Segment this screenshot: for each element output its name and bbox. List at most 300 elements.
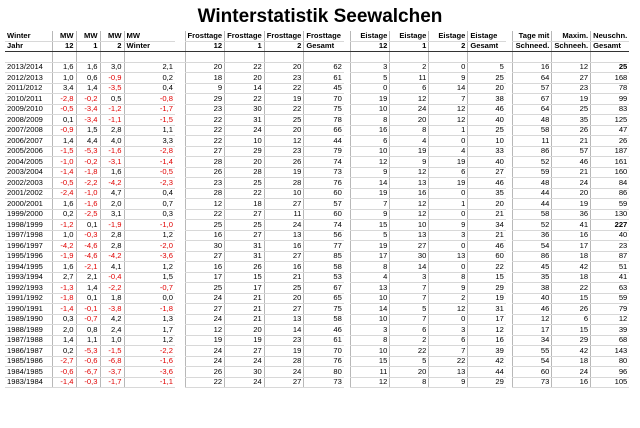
data-cell: 58 [304, 314, 344, 325]
data-cell: 35 [468, 188, 506, 199]
data-cell: 42 [552, 346, 591, 357]
data-cell: -1,7 [100, 377, 124, 388]
data-cell: 33 [468, 146, 506, 157]
data-cell: -1,2 [100, 104, 124, 115]
spacer-cell [175, 251, 185, 262]
header-cell: Tage mit [513, 31, 552, 41]
spacer-cell [175, 325, 185, 336]
data-cell: 1 [429, 125, 468, 136]
data-cell: 227 [591, 220, 630, 231]
data-cell: -0,5 [52, 104, 76, 115]
header-cell: Frosttage [264, 31, 304, 41]
data-cell: 19 [552, 94, 591, 105]
spacer-cell [344, 115, 351, 126]
table-row [5, 272, 629, 283]
data-cell: 0 [351, 83, 390, 94]
data-cell: 2 [390, 335, 429, 346]
data-cell: -0,2 [76, 94, 100, 105]
data-cell: 16 [552, 377, 591, 388]
data-cell: 1,0 [100, 335, 124, 346]
data-cell: 26 [264, 157, 304, 168]
data-cell: 75 [304, 104, 344, 115]
data-cell: 4,0 [100, 136, 124, 147]
data-cell: 1,2 [124, 335, 175, 346]
data-cell: 0,4 [124, 188, 175, 199]
data-cell: 4 [429, 146, 468, 157]
spacer-cell [175, 346, 185, 357]
data-cell: 19 [264, 94, 304, 105]
data-cell: 14 [264, 325, 304, 336]
data-cell: 29 [468, 283, 506, 294]
data-cell: 59 [591, 199, 630, 210]
data-cell: 74 [304, 157, 344, 168]
header-cell: 12 [185, 41, 225, 52]
spacer-cell [344, 293, 351, 304]
data-cell: 46 [468, 104, 506, 115]
data-cell: -0,3 [76, 377, 100, 388]
spacer-cell [344, 251, 351, 262]
data-cell: 30 [390, 251, 429, 262]
data-cell: 130 [591, 209, 630, 220]
data-cell: 63 [591, 283, 630, 294]
winter-year-cell: 1998/1999 [5, 220, 52, 231]
spacer-cell [344, 136, 351, 147]
spacer-cell [344, 157, 351, 168]
data-cell: 16 [390, 188, 429, 199]
header-cell: 12 [351, 41, 390, 52]
data-cell: 53 [304, 272, 344, 283]
data-cell: 16 [513, 62, 552, 73]
data-cell: 12 [429, 115, 468, 126]
data-cell: 9 [429, 283, 468, 294]
spacer-cell [175, 104, 185, 115]
data-cell: 18 [185, 73, 225, 84]
data-cell: 48 [513, 178, 552, 189]
data-cell: 27 [225, 209, 265, 220]
winter-year-cell: 1995/1996 [5, 251, 52, 262]
data-cell: 13 [429, 367, 468, 378]
data-cell: 25 [468, 73, 506, 84]
header-cell: Gesamt [304, 41, 344, 52]
data-cell [225, 52, 265, 63]
data-cell: -4,6 [76, 251, 100, 262]
page-title: Winterstatistik Seewalchen [197, 6, 443, 27]
winter-year-cell: 1991/1992 [5, 293, 52, 304]
data-cell: -5,3 [76, 146, 100, 157]
data-cell: 27 [225, 230, 265, 241]
data-cell: -5,3 [76, 346, 100, 357]
data-cell: 0 [429, 209, 468, 220]
data-cell: 30 [185, 241, 225, 252]
table-row [5, 325, 629, 336]
data-cell: 22 [185, 377, 225, 388]
spacer-cell [175, 115, 185, 126]
data-cell: 8 [429, 272, 468, 283]
data-cell: 20 [185, 62, 225, 73]
data-cell: 44 [513, 188, 552, 199]
data-cell: 1,4 [76, 283, 100, 294]
spacer-cell [506, 356, 513, 367]
spacer-cell [344, 188, 351, 199]
data-cell: 15 [552, 293, 591, 304]
data-cell: 1 [429, 199, 468, 210]
data-cell: -0,9 [100, 73, 124, 84]
data-cell [185, 52, 225, 63]
data-cell: 56 [304, 230, 344, 241]
winter-year-cell: 1994/1995 [5, 262, 52, 273]
data-cell: 2,8 [100, 230, 124, 241]
data-cell: 2 [429, 293, 468, 304]
spacer-cell [506, 230, 513, 241]
table-row [5, 115, 629, 126]
header-cell: Gesamt [591, 41, 630, 52]
data-cell: 19 [351, 241, 390, 252]
data-cell: 26 [552, 304, 591, 315]
data-cell: 7 [351, 199, 390, 210]
data-cell [429, 52, 468, 63]
header-cell: Winter [124, 41, 175, 52]
data-cell: 26 [552, 125, 591, 136]
data-cell [124, 52, 175, 63]
data-cell: 8 [351, 335, 390, 346]
table-row [5, 62, 629, 73]
data-cell: -1,7 [124, 104, 175, 115]
data-cell: 7 [429, 94, 468, 105]
data-cell: 83 [591, 104, 630, 115]
data-cell: 24 [552, 367, 591, 378]
winter-year-cell: 1989/1990 [5, 314, 52, 325]
winter-year-cell: 2012/2013 [5, 73, 52, 84]
spacer-cell [175, 199, 185, 210]
winter-year-cell: 2005/2006 [5, 146, 52, 157]
spacer-cell [506, 251, 513, 262]
data-cell: 39 [468, 346, 506, 357]
data-cell: 5 [468, 62, 506, 73]
data-cell: 24 [264, 220, 304, 231]
data-cell: 22 [225, 94, 265, 105]
table-row [5, 188, 629, 199]
data-cell: -0,9 [52, 125, 76, 136]
data-cell: 28 [225, 167, 265, 178]
data-cell: 34 [468, 220, 506, 231]
data-cell: 2,7 [52, 272, 76, 283]
spacer-cell [344, 272, 351, 283]
data-cell: 68 [591, 335, 630, 346]
data-cell: 12 [390, 167, 429, 178]
data-cell: 1,4 [52, 335, 76, 346]
data-cell: 7 [390, 283, 429, 294]
data-cell: 7 [429, 346, 468, 357]
winter-year-cell: 1990/1991 [5, 304, 52, 315]
spacer-cell [506, 41, 513, 52]
data-cell: 65 [304, 293, 344, 304]
data-cell: 46 [468, 241, 506, 252]
data-cell: 26 [185, 167, 225, 178]
data-cell: 3,4 [52, 83, 76, 94]
data-cell: 25 [185, 220, 225, 231]
data-cell: 21 [264, 272, 304, 283]
data-cell: 19 [185, 335, 225, 346]
data-cell: 105 [591, 377, 630, 388]
data-cell: 73 [513, 377, 552, 388]
spacer-cell [344, 325, 351, 336]
data-cell: 75 [304, 304, 344, 315]
data-cell: -1,6 [76, 199, 100, 210]
data-cell: -0,5 [124, 167, 175, 178]
data-cell: 8 [351, 115, 390, 126]
table-row [5, 377, 629, 388]
data-cell: 24 [185, 346, 225, 357]
table-row [5, 251, 629, 262]
data-cell: -1,5 [124, 115, 175, 126]
spacer-cell [506, 314, 513, 325]
data-cell [552, 52, 591, 63]
spacer-cell [175, 209, 185, 220]
spacer-cell [175, 52, 185, 63]
spacer-cell [506, 304, 513, 315]
data-cell: 25 [591, 62, 630, 73]
data-cell: 20 [468, 199, 506, 210]
data-cell: 6 [351, 136, 390, 147]
spacer-cell [344, 367, 351, 378]
data-cell: 57 [513, 83, 552, 94]
table-row [5, 146, 629, 157]
header-cell: MW [100, 31, 124, 41]
header-cell: Frosttage [304, 31, 344, 41]
data-cell: 74 [304, 220, 344, 231]
data-cell: -0,6 [52, 367, 76, 378]
header-cell: Frosttage [185, 31, 225, 41]
data-cell: -2,2 [100, 283, 124, 294]
data-cell: 14 [429, 83, 468, 94]
data-cell: 12 [552, 62, 591, 73]
data-cell: 10 [351, 146, 390, 157]
table-row [5, 157, 629, 168]
data-cell: 0 [429, 188, 468, 199]
data-cell: 60 [304, 209, 344, 220]
data-cell: 19 [468, 293, 506, 304]
spacer-cell [344, 262, 351, 273]
data-cell: 18 [552, 251, 591, 262]
data-cell: 9 [351, 167, 390, 178]
data-cell: 12 [591, 314, 630, 325]
data-cell: 14 [390, 262, 429, 273]
data-cell: 7 [390, 293, 429, 304]
spacer-cell [506, 367, 513, 378]
data-cell: 25 [185, 283, 225, 294]
winter-year-cell: 2001/2002 [5, 188, 52, 199]
data-cell: 25 [225, 220, 265, 231]
spacer-cell [506, 146, 513, 157]
data-cell [513, 52, 552, 63]
data-cell: 24 [185, 356, 225, 367]
data-cell: 27 [264, 304, 304, 315]
data-cell: -4,2 [100, 251, 124, 262]
spacer-cell [506, 293, 513, 304]
data-cell: 16 [552, 230, 591, 241]
data-cell: 1,6 [52, 262, 76, 273]
spacer-cell [175, 220, 185, 231]
data-cell: 16 [185, 262, 225, 273]
spacer-cell [506, 178, 513, 189]
data-cell: 14 [225, 83, 265, 94]
spacer-cell [175, 272, 185, 283]
data-cell: -0,4 [100, 272, 124, 283]
data-cell: 66 [304, 125, 344, 136]
data-cell [264, 52, 304, 63]
data-cell: 21 [468, 209, 506, 220]
table-row [5, 94, 629, 105]
data-cell: 2 [390, 62, 429, 73]
data-cell: 168 [591, 73, 630, 84]
data-cell: 21 [225, 304, 265, 315]
spacer-cell [175, 262, 185, 273]
data-cell: -3,4 [76, 104, 100, 115]
data-cell: -0,3 [76, 230, 100, 241]
data-cell [390, 52, 429, 63]
data-cell: 22 [264, 104, 304, 115]
spacer-cell [175, 62, 185, 73]
data-cell: 64 [513, 104, 552, 115]
data-cell: 22 [185, 125, 225, 136]
data-cell: 143 [591, 346, 630, 357]
data-cell: 12 [429, 104, 468, 115]
data-cell: -1,8 [76, 167, 100, 178]
table-row [5, 283, 629, 294]
header-cell: 2 [100, 41, 124, 52]
data-cell: 86 [513, 146, 552, 157]
data-cell: 46 [552, 157, 591, 168]
data-cell: 45 [304, 83, 344, 94]
header-cell: 2 [264, 41, 304, 52]
data-cell: 59 [591, 293, 630, 304]
data-cell: 79 [591, 304, 630, 315]
data-cell: 1,8 [100, 293, 124, 304]
spacer-cell [506, 167, 513, 178]
table-row [5, 241, 629, 252]
data-cell: 15 [225, 272, 265, 283]
data-cell: -0,7 [76, 314, 100, 325]
spacer-cell [175, 157, 185, 168]
data-cell: 3,0 [100, 62, 124, 73]
spacer-cell [506, 325, 513, 336]
spacer-cell [175, 283, 185, 294]
data-cell: 42 [468, 356, 506, 367]
data-cell: 20 [264, 125, 304, 136]
data-cell: -1,8 [124, 304, 175, 315]
data-cell: 0,6 [76, 73, 100, 84]
data-cell: 20 [390, 115, 429, 126]
data-cell: 1,2 [124, 262, 175, 273]
data-cell: 86 [591, 188, 630, 199]
winter-year-cell: 2013/2014 [5, 62, 52, 73]
table-row [5, 83, 629, 94]
data-cell: 52 [513, 220, 552, 231]
data-cell: 5 [351, 230, 390, 241]
data-cell: 11 [264, 209, 304, 220]
data-cell: 58 [304, 262, 344, 273]
spacer-cell [344, 241, 351, 252]
data-cell: -1,3 [52, 283, 76, 294]
data-cell: 15 [468, 272, 506, 283]
data-cell: 12 [390, 199, 429, 210]
spacer-cell [175, 146, 185, 157]
data-cell: 1,2 [124, 230, 175, 241]
data-cell: -1,0 [124, 220, 175, 231]
data-cell: -0,5 [52, 178, 76, 189]
data-cell: 61 [304, 335, 344, 346]
data-cell: 9 [429, 377, 468, 388]
data-cell: 27 [264, 251, 304, 262]
data-cell: 24 [185, 314, 225, 325]
data-cell: 57 [304, 199, 344, 210]
spacer-cell [175, 241, 185, 252]
data-cell: 27 [468, 167, 506, 178]
spacer-cell [175, 314, 185, 325]
data-cell: 19 [225, 335, 265, 346]
data-cell: -0,7 [124, 283, 175, 294]
data-cell: 0 [429, 314, 468, 325]
data-cell: 9 [351, 209, 390, 220]
table-row [5, 262, 629, 273]
data-cell: 16 [264, 262, 304, 273]
data-cell: 0,7 [124, 199, 175, 210]
spacer-cell [344, 62, 351, 73]
data-cell: -1,4 [52, 167, 76, 178]
data-cell: -2,5 [76, 209, 100, 220]
spacer-cell [175, 178, 185, 189]
spacer-cell [506, 125, 513, 136]
data-cell: 12 [351, 157, 390, 168]
data-cell: 46 [513, 304, 552, 315]
data-cell: 187 [591, 146, 630, 157]
data-cell: 1,3 [124, 314, 175, 325]
data-cell: 20 [552, 188, 591, 199]
data-cell: 9 [429, 73, 468, 84]
table-row [5, 52, 629, 63]
data-cell: 54 [513, 241, 552, 252]
data-cell: 0,4 [124, 83, 175, 94]
table-row [5, 104, 629, 115]
spacer-cell [506, 31, 513, 41]
winter-year-cell: 2002/2003 [5, 178, 52, 189]
table-row [5, 356, 629, 367]
spacer-cell [175, 41, 185, 52]
spacer-cell [506, 199, 513, 210]
spacer-cell [175, 356, 185, 367]
data-cell: 0,2 [52, 209, 76, 220]
data-cell: 13 [429, 251, 468, 262]
data-cell: 28 [185, 188, 225, 199]
data-cell: 1,1 [124, 125, 175, 136]
spacer-cell [344, 199, 351, 210]
data-cell: 6 [390, 83, 429, 94]
data-cell: 0 [429, 136, 468, 147]
spacer-cell [344, 83, 351, 94]
data-cell: 1,6 [76, 62, 100, 73]
data-cell: 2,8 [100, 241, 124, 252]
data-cell: 1,6 [100, 167, 124, 178]
winter-year-cell: 2009/2010 [5, 104, 52, 115]
winter-year-cell: 1983/1984 [5, 377, 52, 388]
winter-year-cell: 2011/2012 [5, 83, 52, 94]
data-cell [351, 52, 390, 63]
winter-year-cell: 2000/2001 [5, 199, 52, 210]
data-cell: 2,4 [100, 325, 124, 336]
data-cell: 24 [225, 125, 265, 136]
data-cell: 3,1 [100, 209, 124, 220]
data-cell: 23 [264, 146, 304, 157]
